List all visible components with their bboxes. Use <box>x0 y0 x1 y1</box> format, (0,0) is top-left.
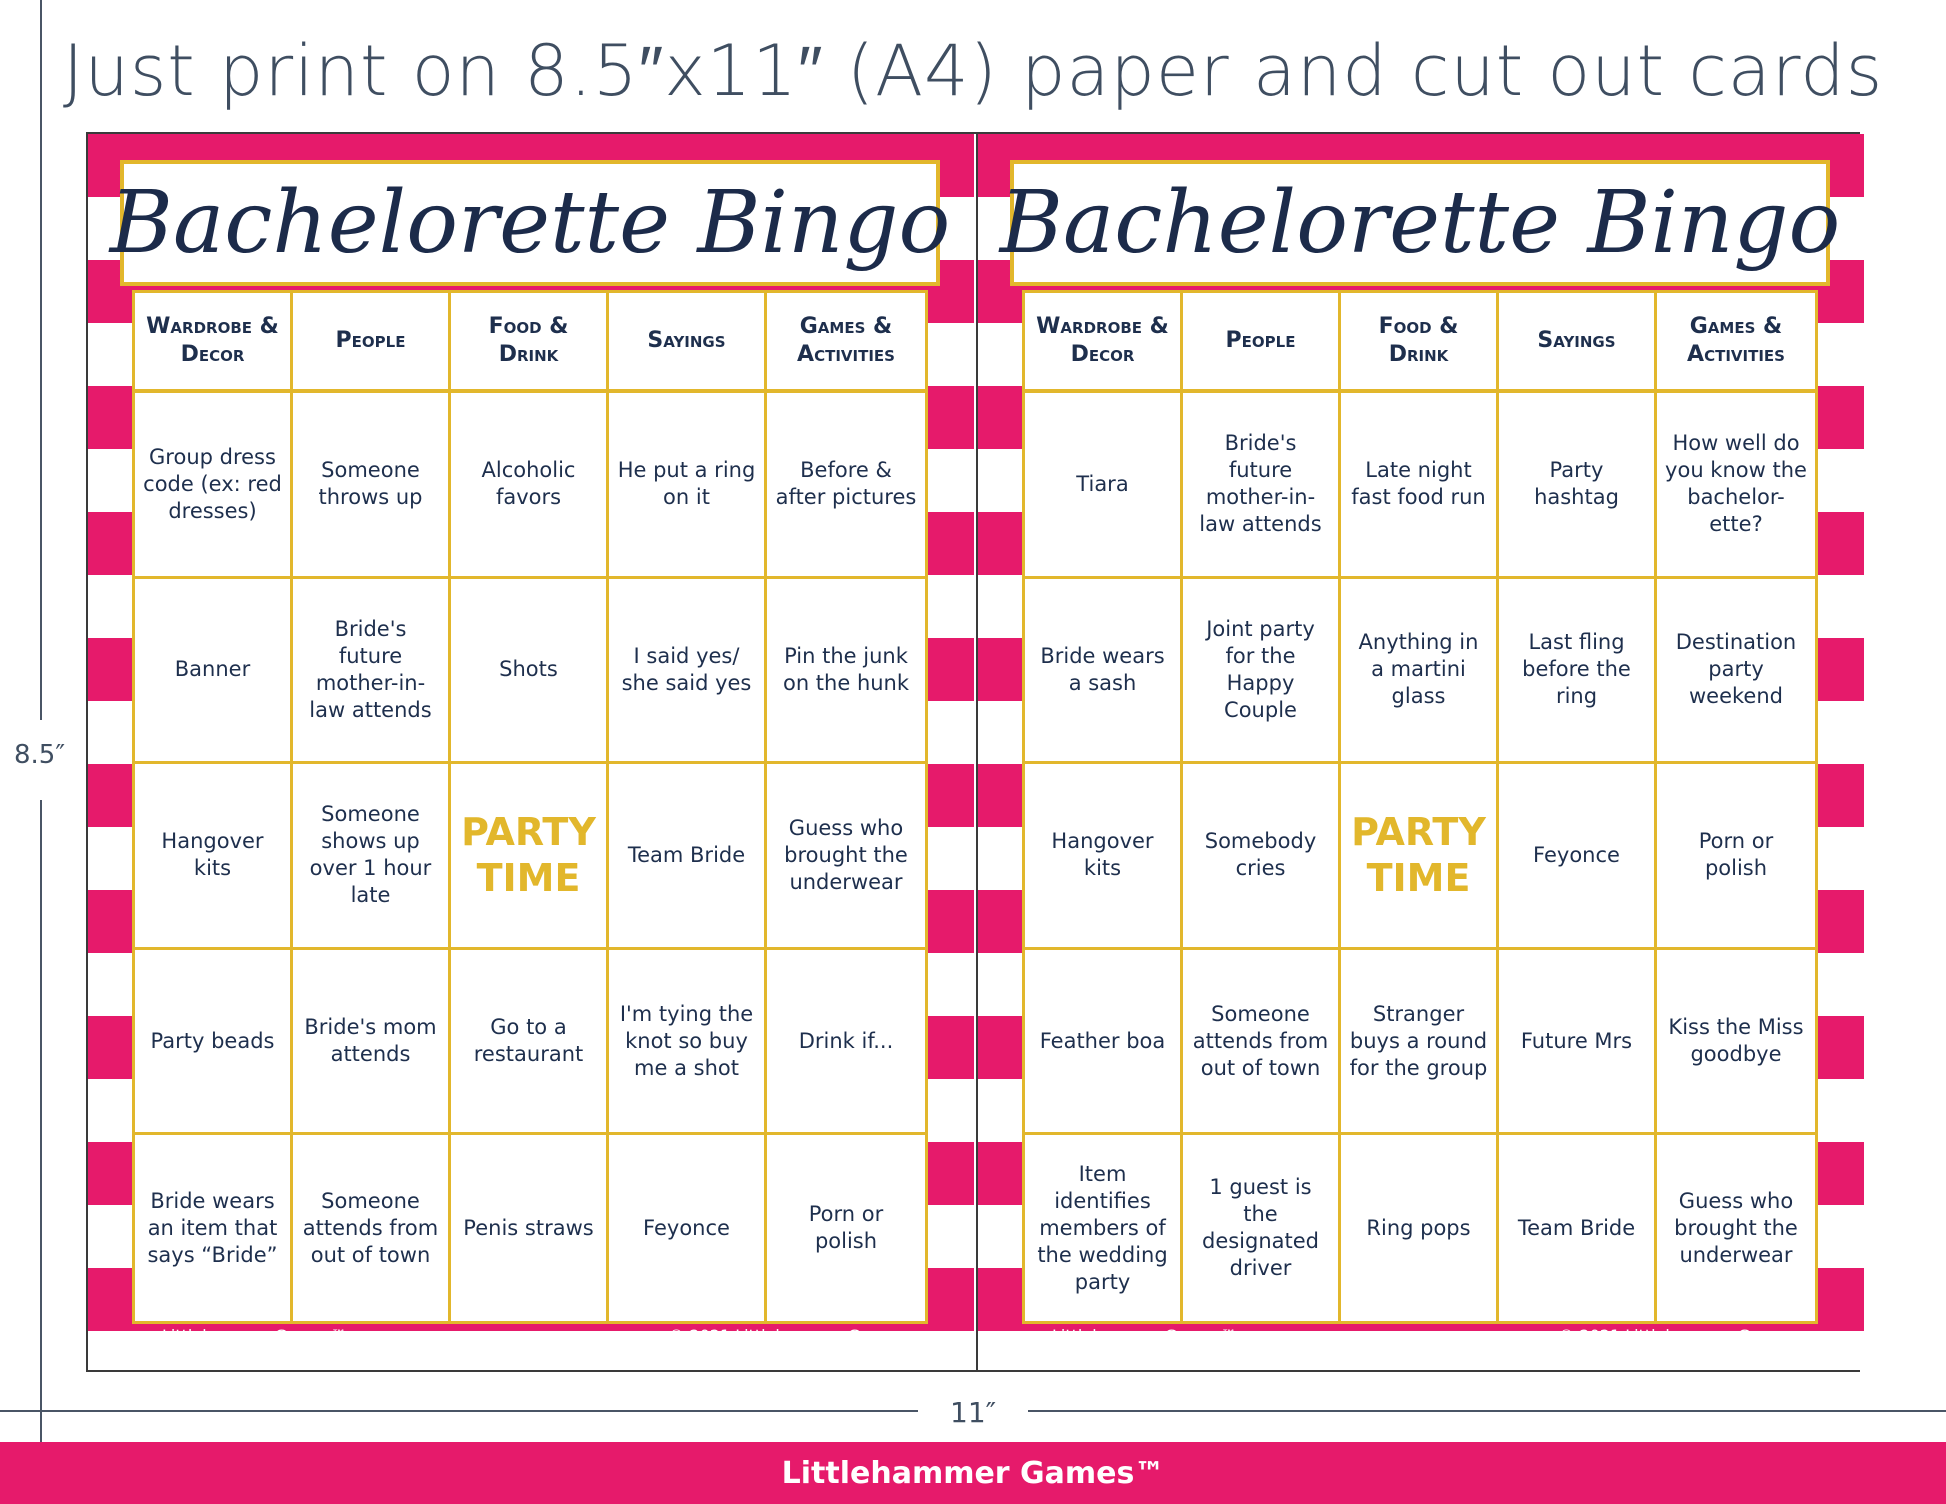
bingo-square: Last fling before the ring <box>1499 579 1657 765</box>
bingo-square: 1 guest is the designated driver <box>1183 1135 1341 1321</box>
bingo-square: Somebody cries <box>1183 764 1341 950</box>
brand-bar: Littlehammer Games™ <box>0 1442 1946 1504</box>
bingo-square: Someone throws up <box>293 393 451 579</box>
printable-sheet <box>86 132 1860 1372</box>
bingo-square: Destination party weekend <box>1657 579 1815 765</box>
bingo-square: Shots <box>451 579 609 765</box>
card-footer-brand: Littlehammer Games™ <box>1052 1326 1237 1345</box>
bingo-grid <box>1022 290 1818 1324</box>
column-header: People <box>1183 293 1341 393</box>
headline: Just print on 8.5″x11″ (A4) paper and cut out cards <box>62 30 1884 112</box>
bingo-square: How well do you know the bachelor-ette? <box>1657 393 1815 579</box>
column-header: Games & Activities <box>767 293 925 393</box>
bingo-square: Drink if... <box>767 950 925 1136</box>
bingo-square: Feather boa <box>1025 950 1183 1136</box>
bingo-square: I'm tying the knot so buy me a shot <box>609 950 767 1136</box>
bingo-square: Party beads <box>135 950 293 1136</box>
card-title: Bachelorette Bingo <box>1010 160 1830 286</box>
column-header: People <box>293 293 451 393</box>
bingo-square: Tiara <box>1025 393 1183 579</box>
bingo-square: He put a ring on it <box>609 393 767 579</box>
bingo-square: Feyonce <box>1499 764 1657 950</box>
bingo-square: Guess who brought the underwear <box>767 764 925 950</box>
bingo-square: Pin the junk on the hunk <box>767 579 925 765</box>
bingo-square: Someone attends from out of town <box>1183 950 1341 1136</box>
bingo-square: Bride's future mother-in-law attends <box>1183 393 1341 579</box>
bingo-square: Party hashtag <box>1499 393 1657 579</box>
bingo-square: Stranger buys a round for the group <box>1341 950 1499 1136</box>
bingo-square: Someone shows up over 1 hour late <box>293 764 451 950</box>
column-header: Wardrobe & Decor <box>1025 293 1183 393</box>
bingo-square: Bride wears an item that says “Bride” <box>135 1135 293 1321</box>
bingo-square: Porn or polish <box>1657 764 1815 950</box>
column-header: Sayings <box>1499 293 1657 393</box>
bingo-square: Kiss the Miss goodbye <box>1657 950 1815 1136</box>
bingo-square: Porn or polish <box>808 1202 884 1254</box>
card-footer-copyright: © 2021 Littlehammer Games <box>1558 1326 1794 1345</box>
bingo-grid <box>132 290 928 1324</box>
free-space: PARTY TIME <box>1341 764 1499 950</box>
bingo-square: Hangover kits <box>135 764 293 950</box>
height-label: 8.5″ <box>14 740 66 770</box>
bingo-square: Ring pops <box>1341 1135 1499 1321</box>
card-footer-copyright: © 2021 Littlehammer Games <box>668 1326 904 1345</box>
column-header: Sayings <box>609 293 767 393</box>
bingo-card-2 <box>976 134 1864 1370</box>
bingo-square: Penis straws <box>451 1135 609 1321</box>
bingo-square: Team Bride <box>609 764 767 950</box>
width-label: 11″ <box>950 1396 997 1429</box>
bingo-square: Guess who brought the underwear <box>1674 1188 1798 1267</box>
card-footer-brand: Littlehammer Games™ <box>162 1326 347 1345</box>
card-title: Bachelorette Bingo <box>120 160 940 286</box>
bingo-square: Anything in a martini glass <box>1341 579 1499 765</box>
bingo-square: Future Mrs <box>1499 950 1657 1136</box>
column-header: Games & Activities <box>1657 293 1815 393</box>
bingo-square: Joint party for the Happy Couple <box>1183 579 1341 765</box>
bingo-square: Someone attends from out of town <box>293 1135 451 1321</box>
column-header: Wardrobe & Decor <box>135 293 293 393</box>
bingo-square: Bride wears a sash <box>1025 579 1183 765</box>
bingo-square: Group dress code (ex: red dresses) <box>135 393 293 579</box>
bingo-square: Bride's mom attends <box>293 950 451 1136</box>
bingo-square: Item identifies members of the wedding party <box>1025 1135 1183 1321</box>
bingo-square: Go to a restaurant <box>451 950 609 1136</box>
bingo-square: Team Bride <box>1499 1135 1657 1321</box>
bingo-square: Late night fast food run <box>1341 393 1499 579</box>
bingo-card-1 <box>88 134 974 1370</box>
column-header: Food & Drink <box>1341 293 1499 393</box>
free-space: PARTY TIME <box>451 764 609 950</box>
column-header: Food & Drink <box>451 293 609 393</box>
bingo-square: Alcoholic favors <box>451 393 609 579</box>
bingo-square: Banner <box>135 579 293 765</box>
bingo-square: Bride's future mother-in-law attends <box>293 579 451 765</box>
bingo-square: Before & after pictures <box>767 393 925 579</box>
bingo-square: I said yes/ she said yes <box>609 579 767 765</box>
bingo-square: Hangover kits <box>1025 764 1183 950</box>
bingo-square: Feyonce <box>609 1135 767 1321</box>
